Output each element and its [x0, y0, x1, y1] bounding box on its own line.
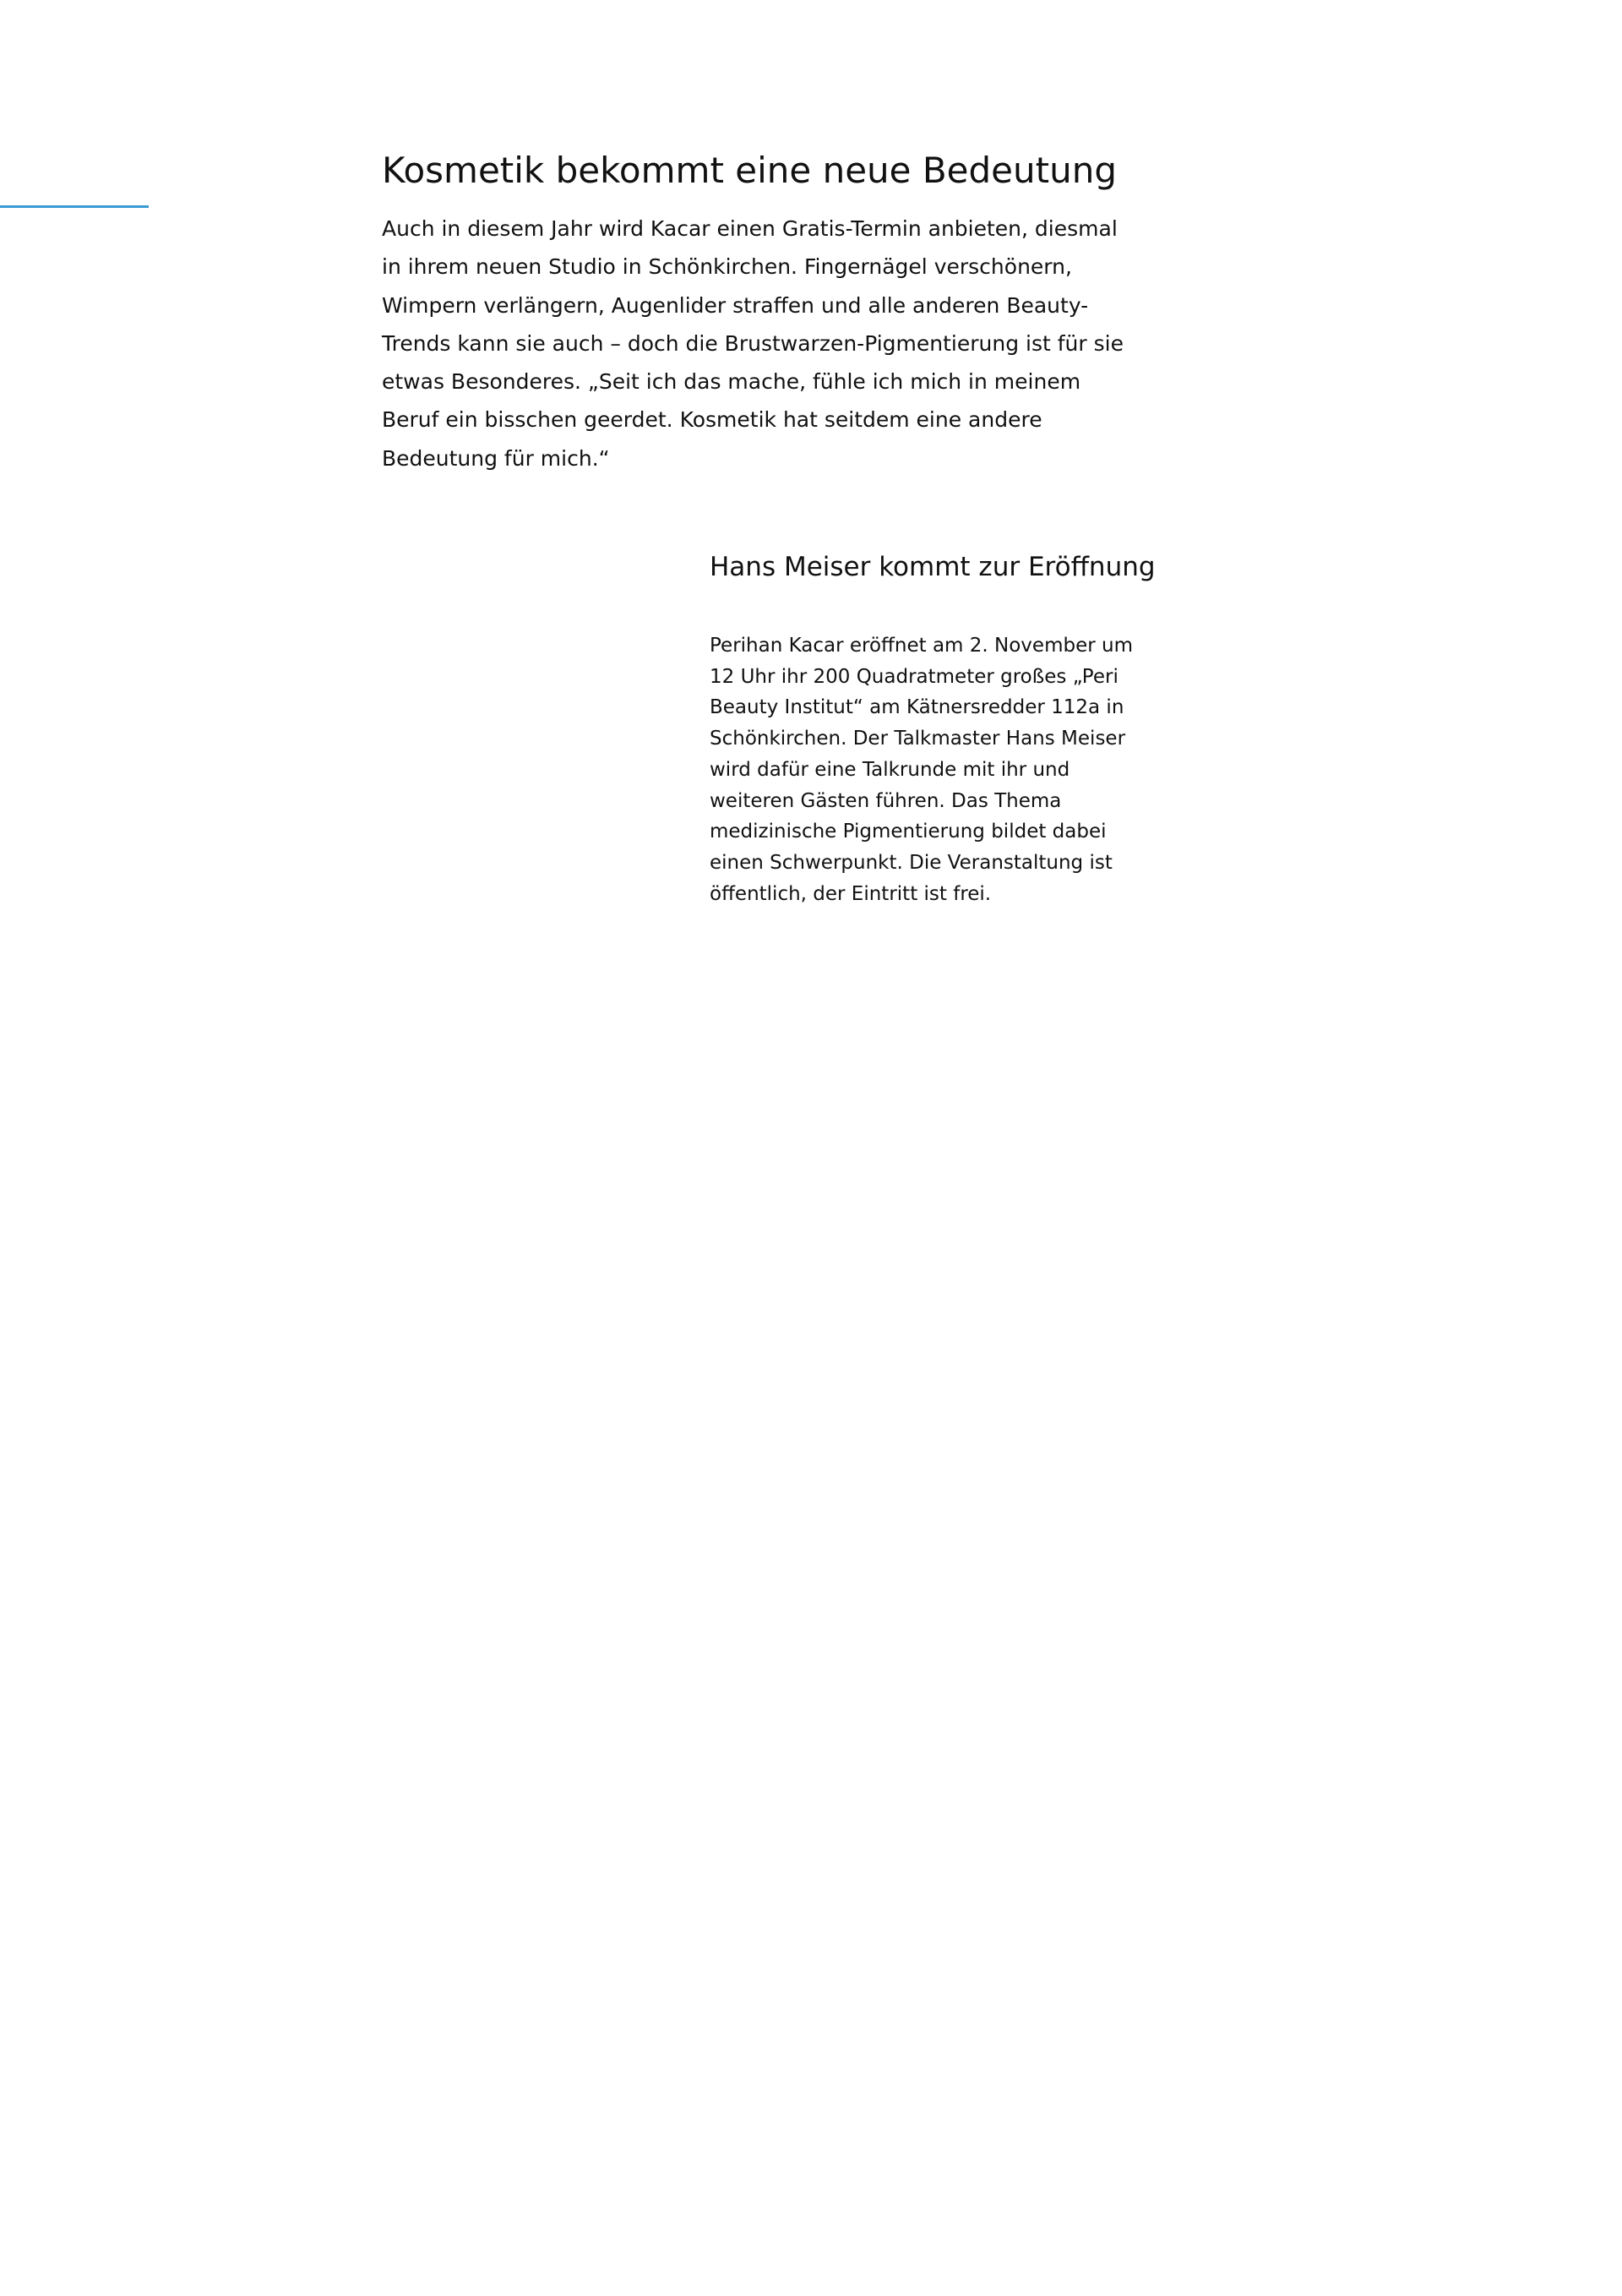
- info-box: [710, 546, 1166, 909]
- article-heading: Kosmetik bekommt eine neue Bedeutung: [382, 150, 1117, 191]
- info-box-paragraph: Perihan Kacar eröffnet am 2. November um 12 Uhr ihr 200 Quadratmeter großes „Peri Beauty Institut“ am Kätnersredder 112a in Schönkirchen. Der Talkmaster Hans Meiser wird dafür eine Talkrunde mit ihr und weiteren Gästen führen. Das Thema medizinische Pigmentierung bildet dabei einen Schwerpunkt. Die Veranstaltung ist öffentlich, der Eintritt ist frei.: [710, 635, 1133, 905]
- article-section: [382, 144, 1159, 477]
- article-paragraph: Auch in diesem Jahr wird Kacar einen Gratis-Termin anbieten, diesmal in ihrem neuen Studio in Schönkirchen. Fingernägel verschönern, Wimpern verlängern, Augenlider straffen und alle anderen Beauty-Trends kann sie auch – doch die Brustwarzen-Pigmentierung ist für sie etwas Besonderes. „Seit ich das mache, fühle ich mich in meinem Beruf ein bisschen geerdet. Kosmetik hat seitdem eine andere Bedeutung für mich.“: [382, 216, 1124, 471]
- info-box-heading: Hans Meiser kommt zur Eröffnung: [710, 552, 1156, 582]
- accent-divider: [0, 205, 149, 208]
